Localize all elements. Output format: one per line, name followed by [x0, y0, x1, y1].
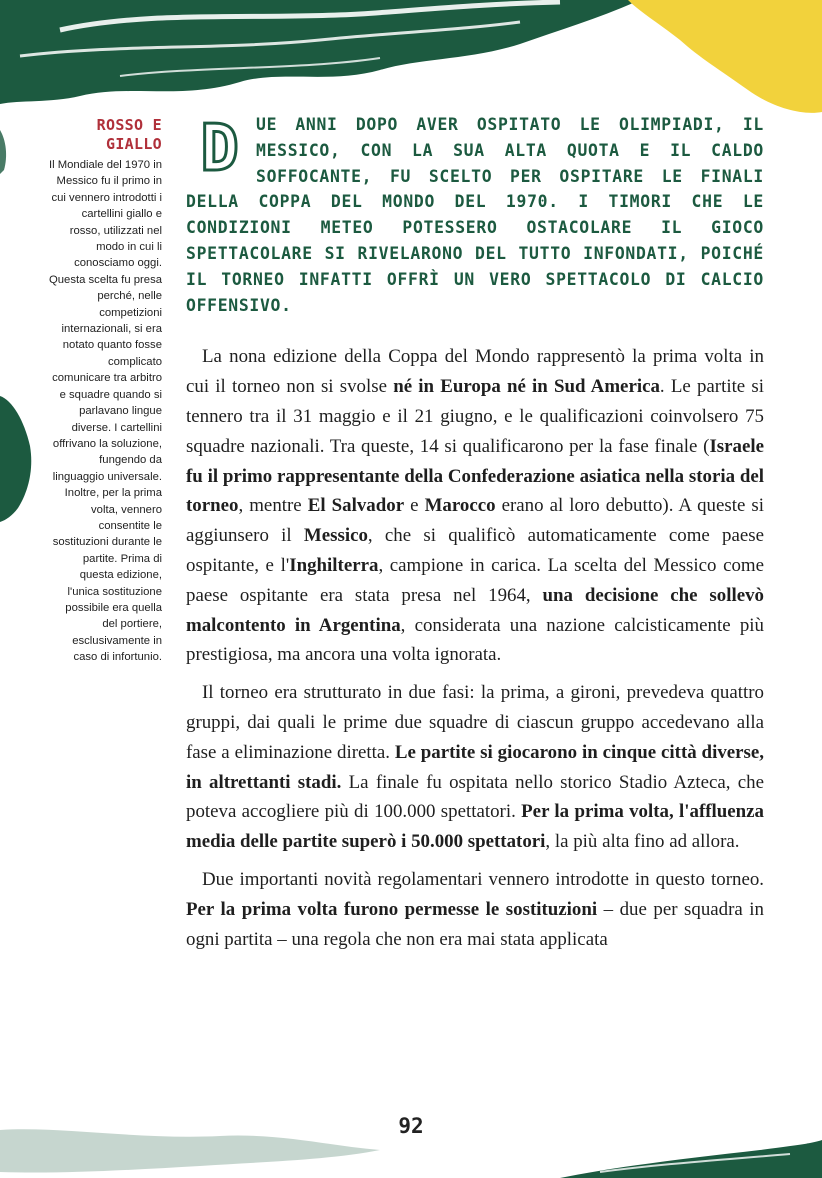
- text-run: La nona edizione della Coppa del Mondo rappresentò la prima volta in cui il torneo non si svolse: [186, 346, 764, 398]
- bold-run: Inghilterra: [289, 554, 379, 576]
- bold-run: Per la prima volta furono permesse le sostituzioni: [186, 898, 598, 920]
- bold-run: El Salvador: [307, 495, 405, 517]
- sidebar-title: ROSSO E GIALLO: [96, 116, 162, 153]
- text-run: , campione in carica. La scelta del Messico come paese ospitante era stata presa nel 1964,: [186, 554, 764, 606]
- lead-text: UE ANNI DOPO AVER OSPITATO LE OLIMPIADI, IL MESSICO, CON LA SUA ALTA QUOTA E IL CALDO SOFFOCANTE, FU SCELTO PER OSPITARE LE FINALI DELLA COPPA DEL MONDO DEL 1970. I TIMORI CHE LE CONDIZIONI METEO POTESSERO OSTACOLARE IL GIOCO SPETTACOLARE SI RIVELARONO DEL TUTTO INFONDATI, POICHÉ IL TORNEO INFATTI OFFRÌ UN VERO SPETTACOLO DI CALCIO OFFENSIVO.: [186, 115, 764, 315]
- body-paragraph-2: [186, 678, 764, 857]
- bold-run: Messico: [303, 525, 368, 547]
- bold-run: Per la prima volta, l'affluenza media delle partite superò i 50.000 spettatori: [186, 801, 765, 853]
- bold-run: Le partite si giocarono in cinque città diverse, in altrettanti stadi.: [186, 741, 764, 793]
- text-run: e: [404, 495, 425, 517]
- text-run: , che si qualificò automaticamente come paese ospitante, e l': [186, 525, 764, 576]
- text-run: – due per squadra in ogni partita – una regola che non era mai stata applicata: [186, 898, 764, 950]
- bold-run: Israele fu il primo rappresentante della Confederazione asiatica nella storia del torneo: [186, 435, 764, 517]
- lead-paragraph: [186, 112, 764, 318]
- text-run: La finale fu ospitata nello storico Stadio Azteca, che poteva accogliere più di 100.000 spettatori.: [186, 771, 765, 823]
- bold-run: né in Europa né in Sud America: [393, 376, 660, 398]
- main-column: [186, 112, 764, 954]
- drop-cap: D: [200, 112, 240, 186]
- bold-run: Marocco: [424, 495, 496, 517]
- bold-run: una decisione che sollevò malcontento in Argentina: [186, 584, 764, 636]
- text-run: , la più alta fino ad allora.: [545, 831, 740, 853]
- text-run: Il torneo era strutturato in due fasi: la prima, a gironi, prevedeva quattro gruppi, dai quali le prime due squadre di ciascun gruppo accedevano alla fase a eliminazione diretta.: [186, 682, 764, 763]
- body-paragraph-1: [186, 342, 764, 670]
- text-run: , mentre: [238, 495, 308, 517]
- text-run: Due importanti novità regolamentari vennero introdotte in questo torneo.: [202, 868, 764, 890]
- body-paragraph-3: [186, 865, 764, 954]
- sidebar-box: [48, 116, 162, 666]
- text-run: . Le partite si tennero tra il 31 maggio e il 21 giugno, e le qualificazioni coinvolsero 75 squadre nazionali. Tra queste, 14 si qualificarono per la fase finale (: [186, 376, 764, 457]
- sidebar-body: Il Mondiale del 1970 in Messico fu il primo in cui vennero introdotti i cartellini giallo e rosso, utilizzati nel modo in cui li conosciamo oggi. Questa scelta fu presa perché, nelle competizioni internazionali, si era notato quanto fosse complicato comunicare tra arbitro e squadre quando si parlavano lingue diverse. I cartellini offrivano la soluzione, fungendo da linguaggio universale. Inoltre, per la prima volta, vennero consentite le sostituzioni durante le partite. Prima di questa edizione, l'unica sostituzione possibile era quella del portiere, esclusivamente in caso di infortunio.: [48, 159, 162, 664]
- text-run: erano al loro debutto). A queste si aggiunsero il: [186, 495, 764, 547]
- text-run: , considerata una nazione calcisticamente più prestigiosa, ma ancora una volta ignorata.: [186, 614, 764, 666]
- page-number: 92: [398, 1114, 424, 1138]
